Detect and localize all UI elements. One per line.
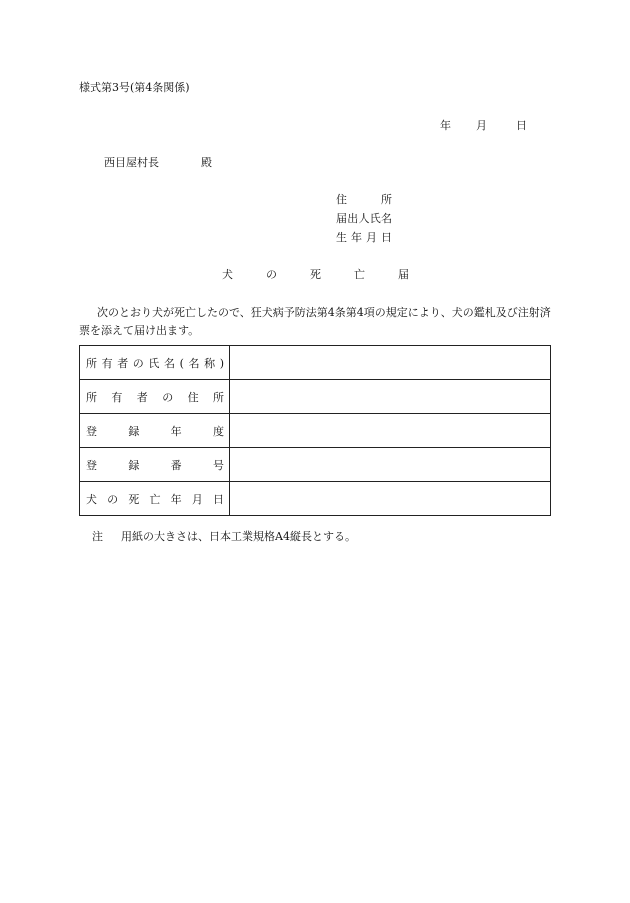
- title-char: 届: [398, 268, 409, 281]
- row-label-registration-year: [80, 414, 230, 448]
- row-label-text: 犬の死亡年月日: [86, 492, 224, 506]
- row-value-owner-address[interactable]: [230, 380, 551, 414]
- applicant-birth-label: [336, 231, 392, 245]
- row-label-owner-address: [80, 380, 230, 414]
- title-char: の: [266, 268, 277, 281]
- row-value-owner-name[interactable]: [230, 346, 551, 380]
- row-label-text: 登録番号: [86, 458, 224, 472]
- footnote: [92, 530, 356, 544]
- title-char: 死: [310, 268, 321, 281]
- date-year: 年: [440, 119, 451, 132]
- form-number: 様式第3号(第4条関係): [79, 81, 190, 94]
- footnote-prefix: 注: [92, 530, 103, 543]
- date-day: 日: [516, 119, 527, 132]
- applicant-birth-text: 生年月日: [336, 231, 392, 244]
- table-row: [80, 482, 551, 516]
- date-line: [440, 119, 527, 133]
- footnote-text: 用紙の大きさは、日本工業規格A4縦長とする。: [121, 530, 356, 543]
- title-char: 犬: [222, 268, 233, 281]
- table-row: [80, 448, 551, 482]
- title-char: 亡: [354, 268, 365, 281]
- addressee-honorific: 殿: [201, 156, 212, 169]
- row-label-death-date: [80, 482, 230, 516]
- document-title: [222, 268, 409, 282]
- date-month: 月: [476, 119, 487, 132]
- addressee: [104, 156, 212, 170]
- row-value-death-date[interactable]: [230, 482, 551, 516]
- row-value-registration-number[interactable]: [230, 448, 551, 482]
- row-label-owner-name: [80, 346, 230, 380]
- table-row: [80, 414, 551, 448]
- table-row: [80, 380, 551, 414]
- row-label-text: 所有者の氏名(名称): [86, 356, 224, 370]
- addressee-name: 西目屋村長: [104, 156, 159, 169]
- info-table: [79, 345, 551, 516]
- applicant-address-text: 住所: [336, 193, 392, 206]
- row-label-text: 登録年度: [86, 424, 224, 438]
- row-value-registration-year[interactable]: [230, 414, 551, 448]
- applicant-name-text: 届出人氏名: [336, 212, 392, 225]
- row-label-registration-number: [80, 448, 230, 482]
- applicant-name-label: [336, 212, 392, 226]
- applicant-address-label: [336, 193, 392, 207]
- table-row: [80, 346, 551, 380]
- body-text: 次のとおり犬が死亡したので、狂犬病予防法第4条第4項の規定により、犬の鑑札及び注射済票を添えて届け出ます。: [79, 306, 551, 337]
- row-label-text: 所有者の住所: [86, 390, 224, 404]
